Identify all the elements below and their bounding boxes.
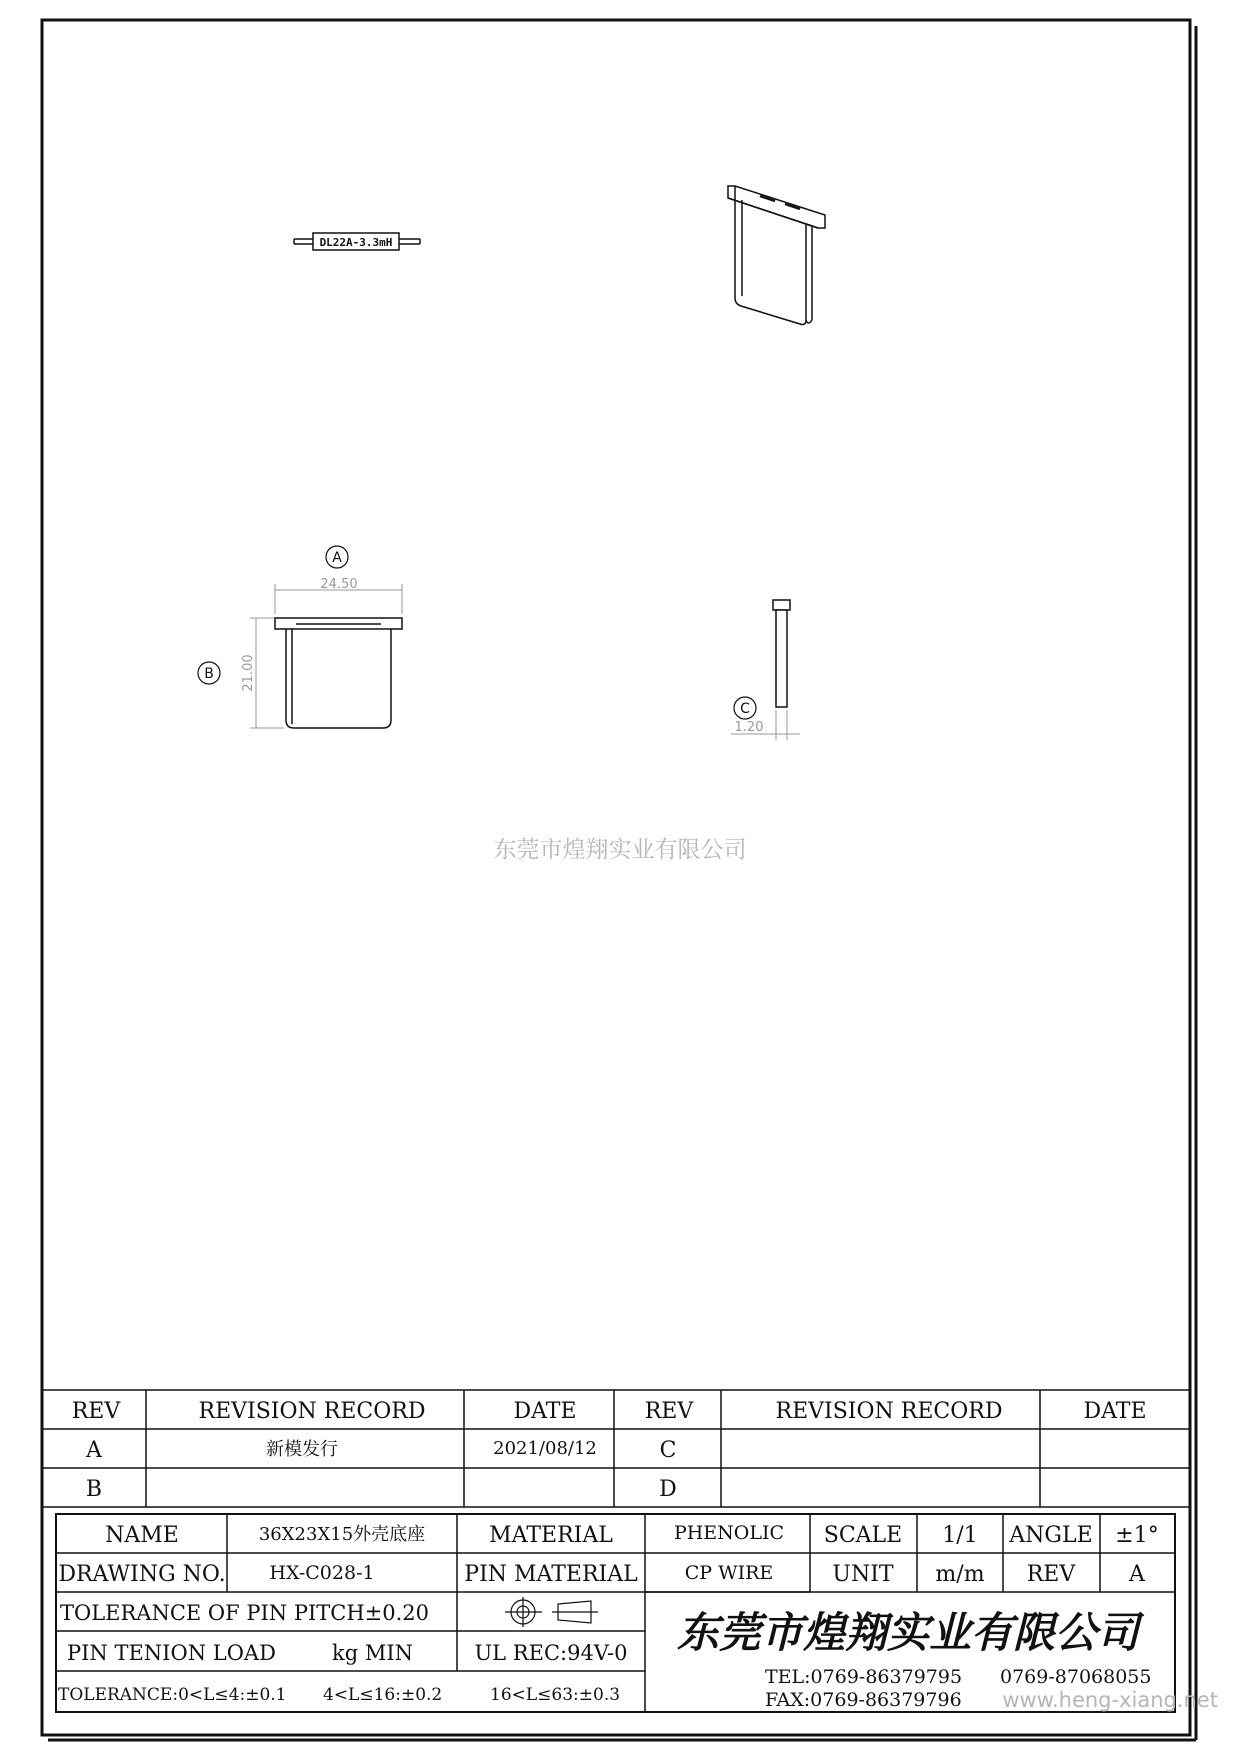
- isometric-view: [728, 186, 825, 325]
- sheet-border: [42, 20, 1190, 1735]
- rev-c: C: [659, 1438, 677, 1463]
- pin-material-value: CP WIRE: [684, 1562, 774, 1584]
- angle-value: ±1°: [1115, 1523, 1159, 1548]
- pin-material-label: PIN MATERIAL: [464, 1562, 638, 1587]
- name-label: NAME: [105, 1523, 179, 1548]
- pin-marking-view: [294, 233, 420, 250]
- rev-b: B: [85, 1477, 103, 1502]
- rev-a: A: [86, 1438, 102, 1463]
- unit-value: m/m: [935, 1562, 985, 1587]
- pin-tension-unit: kg MIN: [332, 1641, 414, 1665]
- dim-height-text: 21.00: [241, 654, 256, 692]
- tolerance-pitch: TOLERANCE OF PIN PITCH±0.20: [60, 1601, 430, 1625]
- pin-marking-text: DL22A-3.3mH: [319, 236, 393, 249]
- ul-rec: UL REC:94V-0: [474, 1641, 628, 1665]
- drawing-no-label: DRAWING NO.: [58, 1562, 226, 1587]
- view-c-marker: C: [740, 701, 750, 717]
- tolerance-general-3: 16<L≤63:±0.3: [490, 1685, 621, 1705]
- dim-width-text: 24.50: [320, 577, 358, 592]
- front-view: [198, 546, 402, 728]
- company-name: 东莞市煌翔实业有限公司: [676, 1608, 1140, 1657]
- tolerance-general-2: 4<L≤16:±0.2: [323, 1685, 443, 1705]
- scale-value: 1/1: [942, 1523, 978, 1548]
- material-label: MATERIAL: [489, 1523, 613, 1548]
- company-fax: FAX:0769-86379796: [765, 1689, 962, 1711]
- rev-d: D: [659, 1477, 677, 1502]
- angle-label: ANGLE: [1009, 1523, 1093, 1548]
- view-b-marker: B: [204, 666, 214, 682]
- rev-header-2: REV: [644, 1399, 694, 1424]
- view-a-marker: A: [332, 550, 342, 566]
- revision-record-header-2: REVISION RECORD: [775, 1399, 1003, 1424]
- rev-label: REV: [1026, 1562, 1076, 1587]
- company-tel: TEL:0769-86379795: [765, 1666, 963, 1688]
- rev-value: A: [1129, 1562, 1145, 1587]
- company-tel-2: 0769-87068055: [1000, 1666, 1152, 1688]
- rev-header-1: REV: [71, 1399, 121, 1424]
- pin-tension-label: PIN TENION LOAD: [67, 1641, 276, 1665]
- dim-thickness-text: 1.20: [734, 720, 764, 735]
- scale-label: SCALE: [823, 1523, 903, 1548]
- watermark-company: 东莞市煌翔实业有限公司: [493, 837, 747, 863]
- revision-a-record: 新模发行: [266, 1439, 338, 1460]
- revision-record-header-1: REVISION RECORD: [198, 1399, 426, 1424]
- unit-label: UNIT: [832, 1562, 894, 1587]
- material-value: PHENOLIC: [673, 1522, 785, 1544]
- tolerance-general-1: TOLERANCE:0<L≤4:±0.1: [58, 1685, 287, 1705]
- date-header-2: DATE: [1083, 1399, 1147, 1424]
- revision-a-date: 2021/08/12: [493, 1438, 597, 1459]
- drawing-no-value: HX-C028-1: [269, 1562, 375, 1584]
- name-value: 36X23X15外壳底座: [258, 1524, 426, 1545]
- projection-symbol-icon: [505, 1597, 598, 1627]
- watermark-url: www.heng-xiang.net: [1002, 1688, 1218, 1712]
- date-header-1: DATE: [513, 1399, 577, 1424]
- side-view: [731, 600, 800, 740]
